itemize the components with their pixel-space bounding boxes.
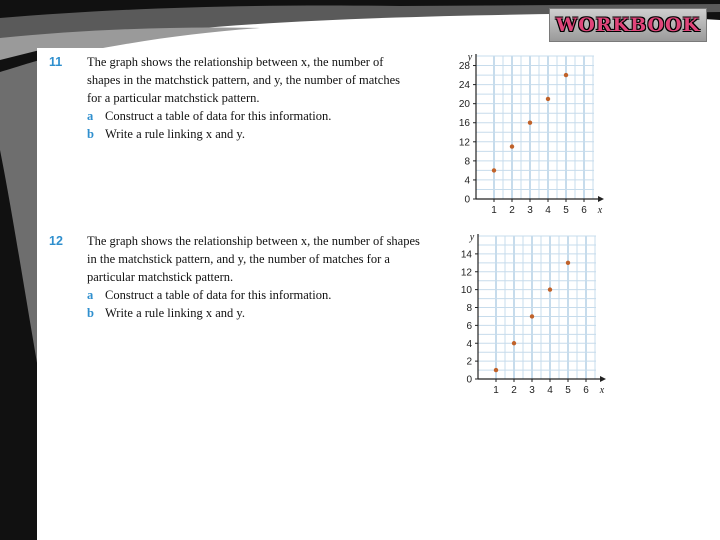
workbook-badge-label: WORKBOOK bbox=[555, 14, 701, 36]
x-tick-label: 5 bbox=[565, 385, 571, 396]
question-text-line: for a particular matchstick pattern. bbox=[87, 91, 260, 105]
x-tick-label: 2 bbox=[511, 385, 517, 396]
question-text-line: particular matchstick pattern. bbox=[87, 270, 234, 284]
x-tick-label: 2 bbox=[509, 205, 515, 216]
x-axis-arrow bbox=[600, 376, 606, 382]
x-axis-label: x bbox=[597, 205, 603, 216]
y-tick-label: 24 bbox=[458, 80, 470, 92]
scatter-chart-question-11 bbox=[440, 52, 610, 220]
question-11 bbox=[49, 53, 439, 153]
scatter-chart-question-12 bbox=[440, 232, 610, 400]
data-point bbox=[548, 287, 552, 291]
data-point bbox=[492, 168, 496, 172]
x-tick-label: 1 bbox=[491, 205, 497, 216]
question-text-line: in the matchstick pattern, and y, the number of matches for a bbox=[87, 252, 390, 266]
part-text: Construct a table of data for this information. bbox=[105, 288, 332, 302]
part-label: b bbox=[87, 306, 94, 320]
part-text: Write a rule linking x and y. bbox=[105, 306, 245, 320]
question-part-a bbox=[87, 286, 331, 304]
y-tick-label: 10 bbox=[460, 285, 472, 297]
y-tick-label: 16 bbox=[458, 118, 470, 130]
y-tick-label: 0 bbox=[464, 194, 470, 206]
data-point bbox=[530, 314, 534, 318]
y-tick-label: 8 bbox=[466, 303, 472, 314]
data-point bbox=[510, 144, 514, 148]
part-label: a bbox=[87, 109, 94, 123]
x-tick-label: 3 bbox=[529, 385, 535, 396]
y-tick-label: 4 bbox=[464, 175, 470, 187]
data-point bbox=[566, 261, 570, 265]
y-axis-label: y bbox=[469, 232, 475, 243]
data-point bbox=[546, 97, 550, 101]
x-tick-label: 1 bbox=[493, 385, 499, 396]
x-tick-label: 3 bbox=[527, 205, 533, 216]
question-text-line: The graph shows the relationship between x, the number of bbox=[87, 55, 384, 69]
question-text-line: shapes in the matchstick pattern, and y, the number of matches bbox=[87, 73, 400, 87]
y-tick-label: 4 bbox=[466, 338, 472, 350]
x-axis-label: x bbox=[599, 385, 605, 396]
x-tick-label: 6 bbox=[581, 205, 587, 216]
y-tick-label: 20 bbox=[458, 99, 470, 111]
x-tick-label: 4 bbox=[545, 205, 551, 216]
data-point bbox=[564, 73, 568, 77]
part-text: Construct a table of data for this information. bbox=[105, 109, 332, 123]
data-point bbox=[494, 368, 498, 372]
y-tick-label: 8 bbox=[464, 156, 470, 168]
question-part-b bbox=[87, 125, 245, 143]
y-tick-label: 14 bbox=[460, 249, 472, 261]
x-tick-label: 4 bbox=[547, 385, 553, 396]
y-tick-label: 12 bbox=[458, 137, 470, 149]
question-number: 12 bbox=[49, 234, 63, 248]
y-tick-label: 0 bbox=[466, 374, 472, 386]
y-tick-label: 2 bbox=[466, 356, 472, 368]
x-tick-label: 6 bbox=[583, 385, 589, 396]
data-point bbox=[528, 121, 532, 125]
x-axis-arrow bbox=[598, 196, 604, 202]
part-label: a bbox=[87, 288, 94, 302]
question-number: 11 bbox=[49, 55, 63, 69]
y-axis-label: y bbox=[467, 52, 473, 63]
x-tick-label: 5 bbox=[563, 205, 569, 216]
workbook-badge[interactable] bbox=[549, 8, 707, 42]
y-tick-label: 28 bbox=[458, 61, 470, 73]
data-point bbox=[512, 341, 516, 345]
part-text: Write a rule linking x and y. bbox=[105, 127, 245, 141]
part-label: b bbox=[87, 127, 94, 141]
question-part-a bbox=[87, 107, 331, 125]
y-tick-label: 12 bbox=[460, 267, 472, 279]
y-tick-label: 6 bbox=[466, 320, 472, 332]
question-12 bbox=[49, 232, 439, 332]
question-text-line: The graph shows the relationship between x, the number of shapes bbox=[87, 234, 420, 248]
question-part-b bbox=[87, 304, 245, 322]
